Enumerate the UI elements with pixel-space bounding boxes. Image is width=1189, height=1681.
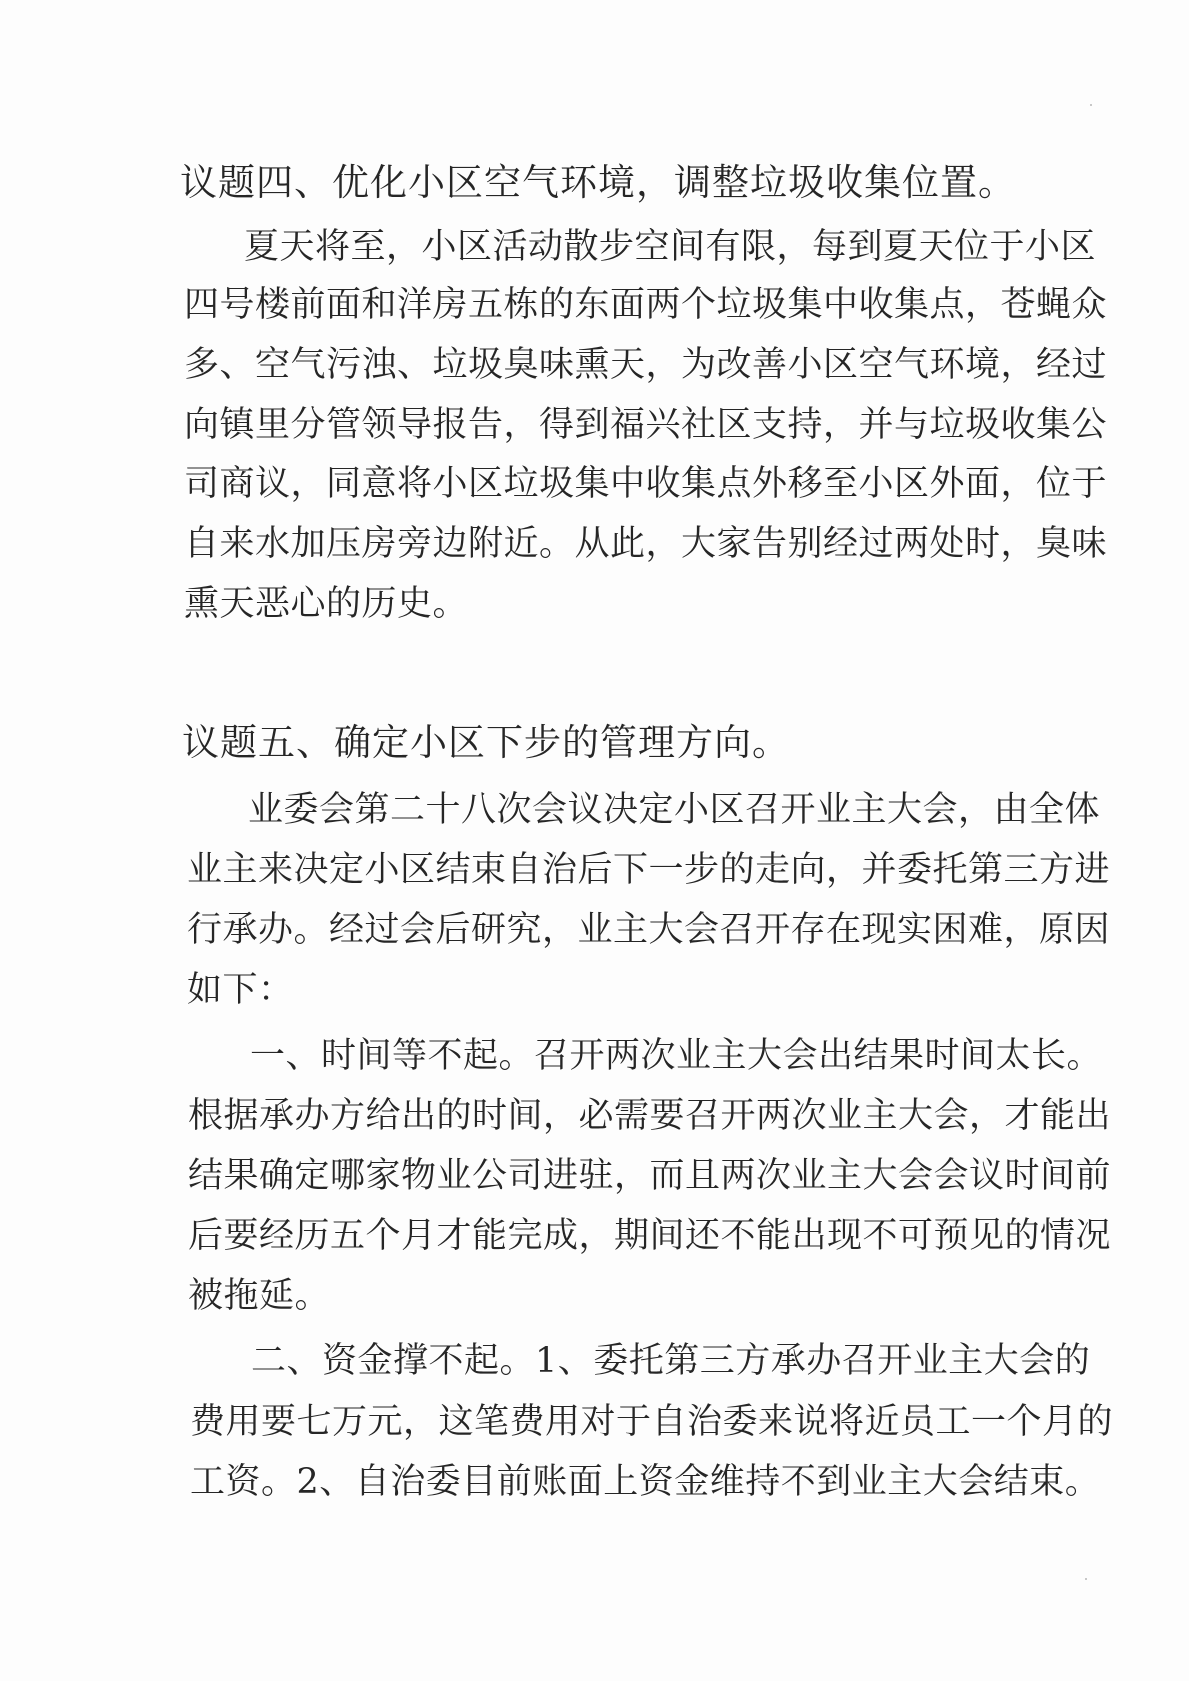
section5-intro-line-2: 业主来决定小区结束自治后下一步的走向，并委托第三方进 bbox=[187, 850, 1111, 890]
section4-line-1: 夏天将至，小区活动散步空间有限，每到夏天位于小区 bbox=[244, 227, 1097, 267]
reason1-line-2: 根据承办方给出的时间，必需要召开两次业主大会，才能出 bbox=[188, 1096, 1112, 1136]
section4-line-5: 司商议，同意将小区垃圾集中收集点外移至小区外面，位于 bbox=[184, 464, 1108, 504]
section5-intro-line-4: 如下： bbox=[187, 970, 294, 1010]
reason1-line-3: 结果确定哪家物业公司进驻，而且两次业主大会会议时间前 bbox=[188, 1156, 1112, 1196]
reason2-line-1: 二、资金撑不起。1、委托第三方承办召开业主大会的 bbox=[251, 1341, 1091, 1381]
section5-intro-line-1: 业委会第二十八次会议决定小区召开业主大会，由全体 bbox=[248, 790, 1101, 830]
section4-line-7: 熏天恶心的历史。 bbox=[184, 584, 469, 624]
section5-intro-line-3: 行承办。经过会后研究，业主大会召开存在现实困难，原因 bbox=[187, 910, 1111, 950]
reason1-line-4: 后要经历五个月才能完成，期间还不能出现不可预见的情况 bbox=[188, 1216, 1112, 1256]
reason2-line-2: 费用要七万元，这笔费用对于自治委来说将近员工一个月的 bbox=[190, 1402, 1114, 1442]
reason2-line-3: 工资。2、自治委目前账面上资金维持不到业主大会结束。 bbox=[190, 1462, 1101, 1502]
section4-line-6: 自来水加压房旁边附近。从此，大家告别经过两处时，臭味 bbox=[184, 524, 1108, 564]
section5-heading: 议题五、确定小区下步的管理方向。 bbox=[182, 721, 790, 764]
section4-line-4: 向镇里分管领导报告，得到福兴社区支持，并与垃圾收集公 bbox=[184, 405, 1108, 445]
scan-speck bbox=[1090, 104, 1092, 106]
section4-line-3: 多、空气污浊、垃圾臭味熏天，为改善小区空气环境，经过 bbox=[184, 345, 1108, 385]
scan-speck bbox=[1085, 1578, 1087, 1580]
section4-line-2: 四号楼前面和洋房五栋的东面两个垃圾集中收集点，苍蝇众 bbox=[184, 285, 1108, 325]
reason1-line-5: 被拖延。 bbox=[188, 1276, 331, 1316]
reason1-line-1: 一、时间等不起。召开两次业主大会出结果时间太长。 bbox=[250, 1036, 1103, 1076]
section4-heading: 议题四、优化小区空气环境，调整垃圾收集位置。 bbox=[180, 161, 1016, 204]
